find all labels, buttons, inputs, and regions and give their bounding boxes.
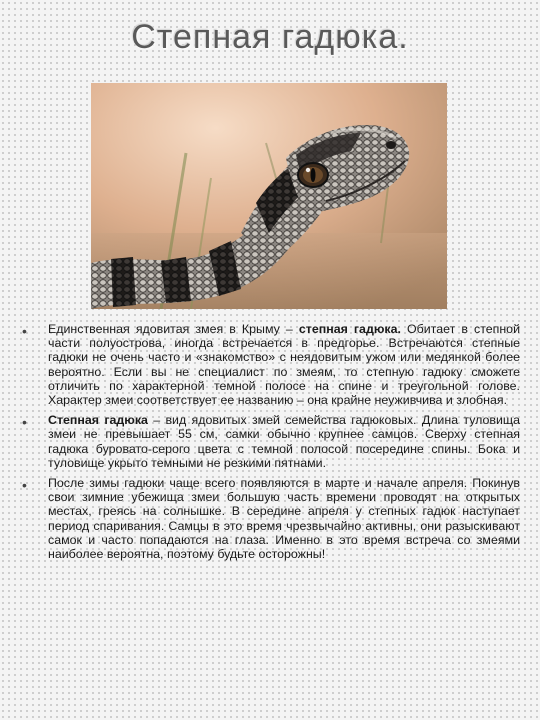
paragraph-text: После зимы гадюки чаще всего появляются в марте и начале апреля. Покинув свои зимние убежища змеи большую часть времени проводят на открытых местах, греясь на солнышке. В середине апреля у степных гадюк наступает период спаривания. Самцы в это время чрезвычайно активны, они разыскивают самок и часто попадаются на глаза. Именно в это время встреча со змеями наиболее вероятна, поэтому будьте осторожны!: [48, 476, 520, 562]
paragraph: [48, 413, 520, 470]
paragraph-text: – вид ядовитых змей семейства гадюковых. Длина туловища змеи не превышает 55 см, самки обычно крупнее самцов. Сверху степная гадюка буровато-серого цвета с темной полосой посередине спины. Бока и туловище укрыто темными не резкими пятнами.: [48, 413, 521, 470]
paragraph-text: Единственная ядовитая змея в Крыму –: [48, 322, 299, 336]
bullet-list: [20, 322, 520, 567]
paragraph-text: Обитает в степной части полуострова, иногда встречается в предгорье. Встречаются степные гадюки не очень часто и «знакомство» с неядовитым ужом или медянкой более вероятно. Если вы не специалист по змеям, то степную гадюку сможете отличить по характерной темной полосе на спине и треугольной голове. Характер змеи соответствует ее названию – она крайне неуживчива и злобная.: [48, 322, 520, 408]
paragraph: [48, 322, 520, 407]
paragraph: [48, 476, 520, 561]
paragraph-bold: степная гадюка.: [298, 322, 401, 336]
list-item: [20, 322, 520, 407]
paragraph-bold: Степная гадюка: [48, 413, 148, 428]
bullet-icon: •: [22, 414, 27, 431]
list-item: [20, 413, 520, 470]
slide-title: Степная гадюка.: [131, 18, 409, 56]
viper-photo: [91, 83, 447, 309]
list-item: [20, 476, 520, 561]
bullet-icon: •: [22, 323, 27, 339]
bullet-icon: •: [22, 477, 27, 494]
